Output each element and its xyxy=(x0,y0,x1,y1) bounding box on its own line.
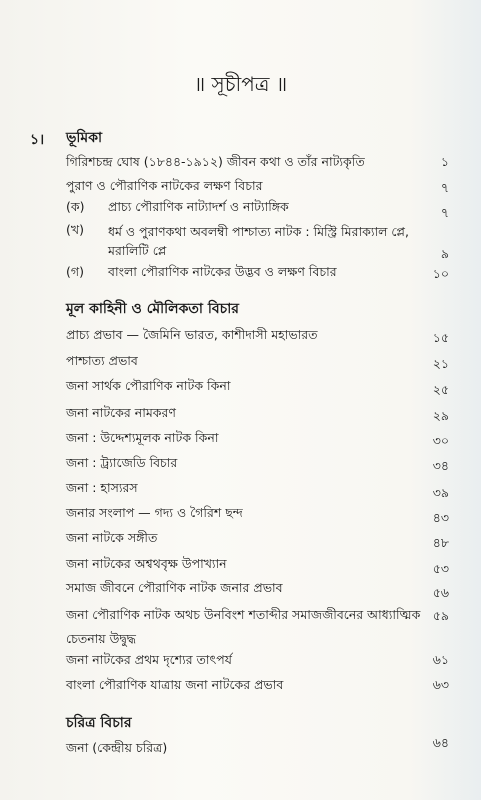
toc-entry-page: ১৫ xyxy=(432,330,449,345)
toc-entry-text: জনা সার্থক পৌরাণিক নাটক কিনা xyxy=(66,378,231,393)
toc-entry-text: গিরিশচন্দ্র ঘোষ (১৮৪৪-১৯১২) জীবন কথা ও তাঁর নাট্যকৃতি xyxy=(66,154,365,169)
toc-entry-text: সমাজ জীবনে পৌরাণিক নাটক জনার প্রভাব xyxy=(66,580,283,595)
toc-entry-text: বাংলা পৌরাণিক যাত্রায় জনা নাটকের প্রভাব xyxy=(66,677,284,692)
toc-entry-page: ৭ xyxy=(440,205,449,220)
toc-entry-page: ৫৩ xyxy=(432,561,449,576)
toc-entry-text: জনা নাটকের নামকরণ xyxy=(66,405,176,420)
toc-entry-text: ধর্ম ও পুরাণকথা অবলম্বী পাশ্চাত্য নাটক : মিস্ট্রি মিরাক্যাল প্লে, মরালিটি প্লে xyxy=(108,224,409,258)
toc-entry-text: প্রাচ্য পৌরাণিক নাট্যাদর্শ ও নাট্যাঙ্গিক xyxy=(108,199,289,214)
toc-entry-page: ২১ xyxy=(432,356,449,371)
toc-entry-page: ৪৮ xyxy=(432,535,449,550)
toc-entry-text: পাশ্চাত্য প্রভাব xyxy=(66,353,138,368)
toc-entry-page: ৩৪ xyxy=(432,458,449,473)
toc-entry-page: ৫৬ xyxy=(432,585,449,600)
toc-entry-label: (খ) xyxy=(66,222,84,237)
section-number: ১। xyxy=(30,132,45,148)
toc-entry-text: জনা : উদ্দেশ্যমূলক নাটক কিনা xyxy=(66,430,219,445)
toc-entry-page: ১০ xyxy=(432,266,449,281)
toc-entry-text: জনা (কেন্দ্রীয় চরিত্র) xyxy=(66,740,168,755)
toc-entry-page: ৩০ xyxy=(432,433,449,448)
toc-entry-text: বাংলা পৌরাণিক নাটকের উদ্ভব ও লক্ষণ বিচার xyxy=(108,264,337,279)
toc-entry-page: ৬৩ xyxy=(432,677,449,692)
toc-entry-text: জনা নাটকের প্রথম দৃশ্যের তাৎপর্য xyxy=(66,652,232,667)
toc-entry-text: জনার সংলাপ — গদ্য ও গৈরিশ ছন্দ xyxy=(66,505,243,520)
section-heading-main-story: মূল কাহিনী ও মৌলিকতা বিচার xyxy=(66,301,239,317)
page-title: ॥ সূচীপত্র ॥ xyxy=(193,72,288,96)
section-heading-intro: ভূমিকা xyxy=(66,130,103,146)
toc-entry-page: ৩৯ xyxy=(432,485,449,500)
toc-entry-text: জনা পৌরাণিক নাটক অথচ উনবিংশ শতাব্দীর সমাজজীবনের আধ্যাত্মিক চেতনায় উদ্বুদ্ধ xyxy=(66,607,421,646)
toc-entry-text: জনা : হাস্যরস xyxy=(66,480,138,495)
toc-entry-page: ২৫ xyxy=(432,382,449,397)
toc-entry-text: জনা নাটকে সঙ্গীত xyxy=(66,530,158,545)
toc-entry-page: ৬১ xyxy=(432,652,449,667)
toc-entry-page: ৪৩ xyxy=(432,510,449,525)
toc-entry-label: (গ) xyxy=(66,264,84,279)
toc-entry-text: প্রাচ্য প্রভাব — জৈমিনি ভারত, কাশীদাসী মহাভারত xyxy=(66,327,318,342)
toc-entry-page: ১ xyxy=(440,154,449,169)
toc-entry-page: ২৯ xyxy=(432,408,449,423)
section-heading-characters: চরিত্র বিচার xyxy=(66,715,132,731)
toc-entry-text: পুরাণ ও পৌরাণিক নাটকের লক্ষণ বিচার xyxy=(66,178,263,193)
toc-entry-label: (ক) xyxy=(66,199,85,214)
toc-entry-page: ৫৯ xyxy=(432,608,449,623)
toc-entry-text: জনা নাটকের অশ্বথবৃক্ষ উপাখ্যান xyxy=(66,556,227,571)
toc-entry-page: ৯ xyxy=(440,246,449,261)
toc-entry-page: ৭ xyxy=(440,180,449,195)
toc-entry-page: ৬৪ xyxy=(432,735,449,750)
toc-entry-text: জনা : ট্র্যাজেডি বিচার xyxy=(66,455,178,470)
